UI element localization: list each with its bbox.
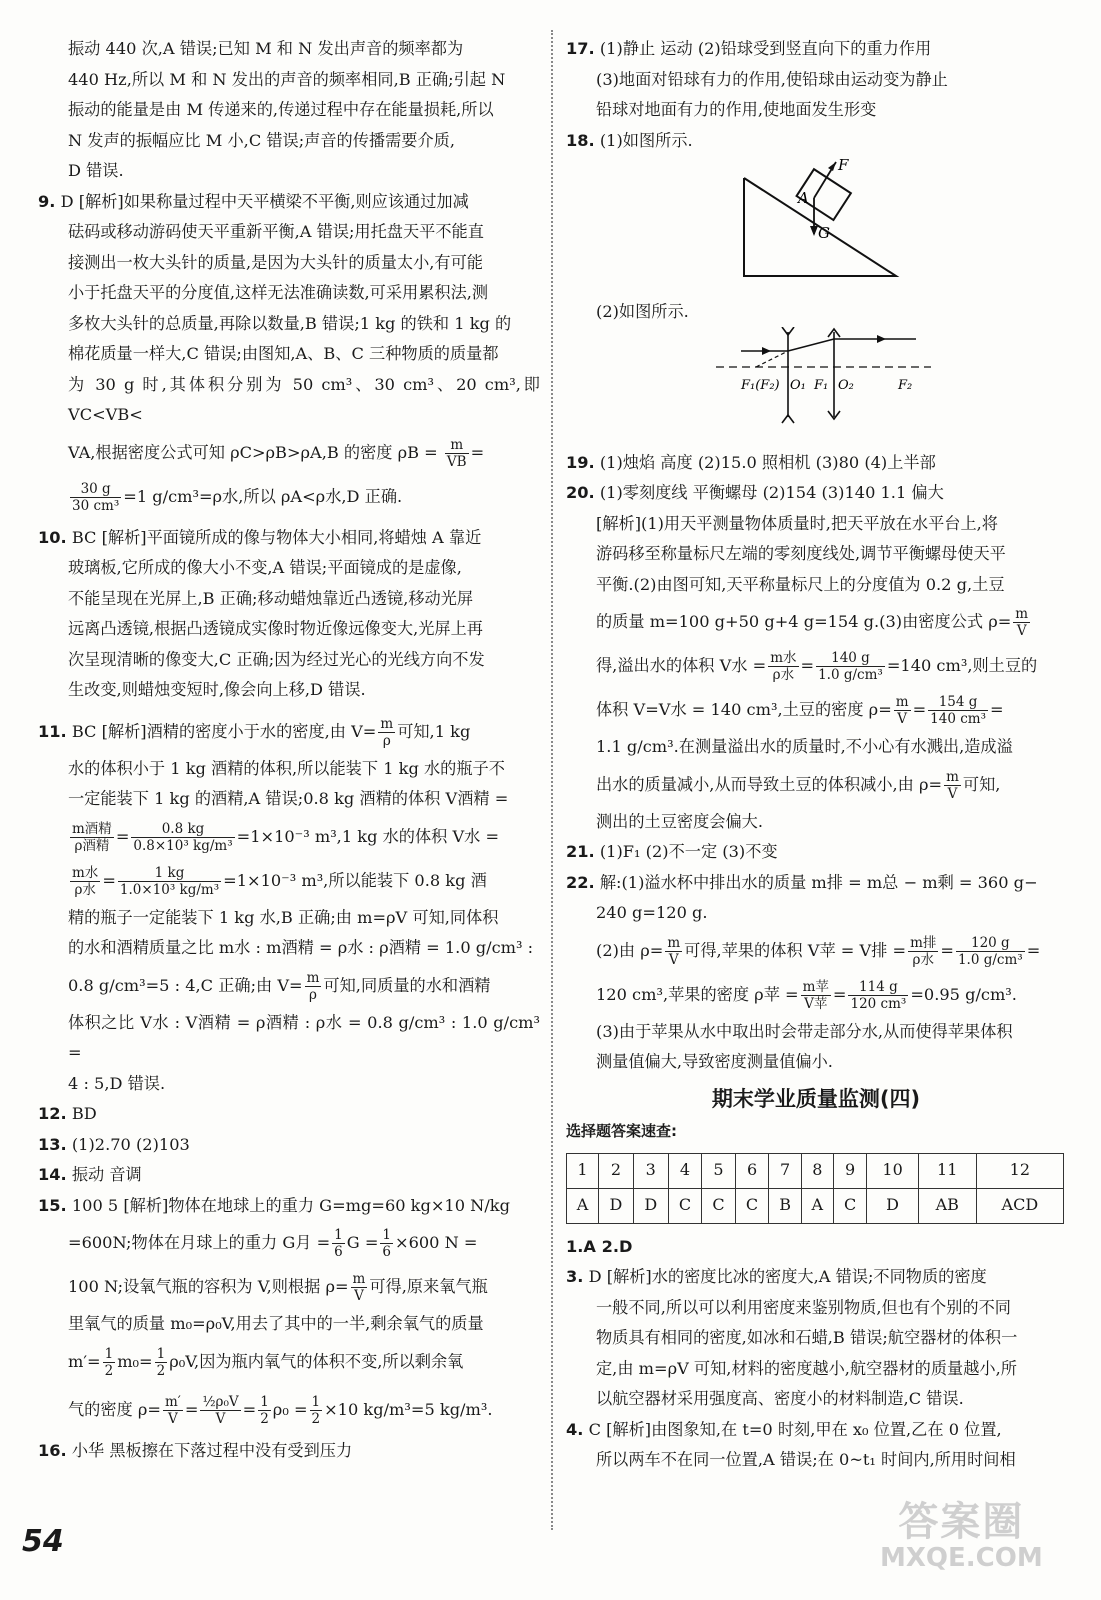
answer-number-cell: 1: [567, 1153, 599, 1188]
fraction: $\frac{\text{m水}}{\text{ρ水}}$: [72, 864, 99, 898]
question-16: 16. 小华 黑板擦在下落过程中没有受到压力: [38, 1440, 353, 1460]
fraction: $\frac{30 g}{\text{30 cm³}}$: [72, 480, 120, 514]
question-13: 13. (1)2.70 (2)103: [38, 1134, 190, 1154]
question-3: [566, 1262, 1066, 1415]
answer-key-subtitle: 选择题答案速查:: [566, 1122, 677, 1140]
text-line: 平衡.(2)由图可知,天平称量标尺上的分度值为 0.2 g,土豆: [596, 574, 1005, 594]
formula-line: 体积 V=V水 = 140 cm³,土豆的密度 ρ= $\frac{m}{V}$ = $\frac{154 g}{\text{140 cm³}}$ =: [596, 694, 1004, 727]
fraction: $\frac{m}{VB}$: [446, 436, 467, 470]
fraction: $\frac{114 g}{\text{120 cm³}}$: [850, 978, 907, 1012]
text-line: 的水和酒精质量之比 m水 : m酒精 = ρ水 : ρ酒精 = 1.0 g/cm³ :: [68, 938, 534, 957]
question-14: 14. 振动 音调: [38, 1165, 142, 1184]
question-number: 15.: [38, 1195, 67, 1215]
fraction: $\frac{m}{\rho}$: [306, 969, 320, 1003]
text-line: 接测出一枚大头针的质量,是因为大头针的质量太小,有可能: [68, 252, 483, 272]
fraction: $\frac{140 g}{\text{1.0 g/cm³}}$: [818, 650, 883, 683]
formula-line: 出水的质量减小,从而导致土豆的体积减小,由 ρ= $\frac{m}{V}$ 可知,: [596, 768, 1001, 802]
formula-line: 气的密度 ρ= $\frac{m'}{V}$ = $\frac{\text{½ρ₀V}}{V}$ = $\frac{1}{2}$ ρ₀ = $\frac{1}{2}$ ×10 kg/m³=5 kg/m³.: [68, 1393, 493, 1427]
formula-line: 得,溢出水的体积 V水 = $\frac{\text{m水}}{\text{ρ水}}$ = $\frac{140 g}{\text{1.0 g/cm³}}$ =140 cm³,则土豆的: [596, 650, 1038, 683]
fraction: $\frac{m}{V}$: [895, 694, 909, 727]
text-line: 22. 解:(1)溢水杯中排出水的质量 m排 = m总 − m剩 = 360 g−: [566, 872, 1038, 892]
formula-line: $\frac{\text{m酒精}}{\text{ρ酒精}}$ = $\frac{0.8 kg}{\text{0.8×10³ kg/m³}}$ =1×10⁻³ m³,1 kg 水的体积 V水 =: [72, 820, 500, 854]
section-title: 期末学业质量监测(四): [711, 1086, 921, 1111]
column-divider: [551, 30, 553, 1530]
question-17: [566, 34, 1066, 126]
fraction: $\frac{m}{V}$: [352, 1271, 366, 1304]
fraction: $\frac{m}{\rho}$: [380, 715, 394, 749]
answer-value-cell: A: [801, 1188, 833, 1223]
text-line: 一定能装下 1 kg 的酒精,A 错误;0.8 kg 酒精的体积 V酒精 =: [68, 789, 509, 808]
question-10: [38, 523, 540, 706]
page-number: 54: [22, 1524, 64, 1559]
fraction: $\frac{1}{6}$: [334, 1227, 343, 1260]
fraction: $\frac{m}{V}$: [667, 934, 681, 968]
answer-number-cell: 9: [833, 1153, 867, 1188]
q8-continuation: [38, 34, 540, 187]
text-line: (3)由于苹果从水中取出时会带走部分水,从而使得苹果体积: [596, 1021, 1013, 1041]
formula-line: =600N;物体在月球上的重力 G月 = $\frac{1}{6}$ G = $\frac{1}{6}$ ×600 N =: [68, 1227, 478, 1260]
lens-label-o2: O₂: [838, 378, 854, 393]
answer-value-cell: ACD: [976, 1188, 1063, 1223]
table-row: [567, 1188, 1064, 1223]
force-label-f: F: [838, 156, 849, 174]
text-line: 棉花质量一样大,C 错误;由图知,A、B、C 三种物质的质量都: [68, 344, 499, 363]
question-21: 21. (1)F₁ (2)不一定 (3)不变: [566, 842, 778, 861]
text-line: (2)如图所示.: [596, 301, 689, 321]
text-line: 砝码或移动游码使天平重新平衡,A 错误;用托盘天平不能直: [68, 222, 484, 241]
text-line: 小于托盘天平的分度值,这样无法准确读数,可采用累积法,测: [68, 283, 489, 302]
lens-label-f1: F₁: [814, 378, 829, 393]
text-line: 17. (1)静止 运动 (2)铅球受到竖直向下的重力作用: [566, 39, 932, 58]
text-line: 生改变,则蜡烛变短时,像会向上移,D 错误.: [68, 680, 366, 699]
question-1-2: 1.A 2.D: [566, 1236, 633, 1256]
text-line: 体积之比 V水 : V酒精 = ρ酒精 : ρ水 = 0.8 g/cm³ : 1.0 g/cm³ =: [68, 1012, 540, 1062]
question-18: [566, 126, 1066, 448]
answer-value-cell: D: [633, 1188, 668, 1223]
question-22: [566, 868, 1066, 1078]
text-line: 3. D [解析]水的密度比冰的密度大,A 错误;不同物质的密度: [566, 1267, 987, 1286]
answer-number-cell: 10: [867, 1153, 918, 1188]
answer-number-cell: 7: [769, 1153, 801, 1188]
answer-number-cell: 8: [801, 1153, 833, 1188]
answer-value-cell: A: [567, 1188, 599, 1223]
question-9: [38, 187, 540, 519]
question-15: [38, 1191, 540, 1436]
table-row: [567, 1153, 1064, 1188]
text-line: 测量值偏大,导致密度测量值偏小.: [596, 1052, 833, 1071]
answer-number-cell: 3: [633, 1153, 668, 1188]
fraction: $\frac{\text{m苹}}{\text{V苹}}$: [802, 978, 829, 1012]
answer-number-cell: 11: [918, 1153, 976, 1188]
text-line: 9. D [解析]如果称量过程中天平横梁不平衡,则应该通过加减: [38, 191, 469, 211]
fraction: $\frac{m}{V}$: [1015, 606, 1029, 639]
text-line: [解析](1)用天平测量物体质量时,把天平放在水平台上,将: [596, 513, 998, 533]
fraction: $\frac{1}{2}$: [311, 1393, 321, 1427]
answer-value-cell: D: [599, 1188, 634, 1223]
question-12: 12. BD: [38, 1104, 97, 1123]
answer-number-cell: 5: [702, 1153, 736, 1188]
answer-number-cell: 4: [668, 1153, 702, 1188]
fraction: $\frac{1 kg}{\text{1.0×10³ kg/m³}}$: [119, 864, 220, 898]
text-line: 一般不同,所以可以利用密度来鉴别物质,但也有个别的不同: [596, 1297, 1011, 1317]
fraction: $\frac{120 g}{\text{1.0 g/cm³}}$: [957, 934, 1023, 968]
incline-force-diagram: [566, 156, 1066, 286]
text-line: 440 Hz,所以 M 和 N 发出的声音的频率相同,B 正确;引起 N: [68, 69, 506, 89]
fraction: $\frac{1}{2}$: [260, 1393, 269, 1427]
text-line: 振动 440 次,A 错误;已知 M 和 N 发出声音的频率都为: [68, 39, 464, 58]
fraction: $\frac{154 g}{\text{140 cm³}}$: [930, 694, 986, 727]
formula-line: 11. BC [解析]酒精的密度小于水的密度,由 V= $\frac{m}{\rho}$ 可知,1 kg: [38, 715, 471, 749]
text-line: D 错误.: [68, 161, 124, 180]
right-column: [566, 34, 1066, 1476]
text-line: 1.1 g/cm³.在测量溢出水的质量时,不小心有水溅出,造成溢: [596, 737, 1013, 756]
question-19: 19. (1)烛焰 高度 (2)15.0 照相机 (3)80 (4)上半部: [566, 452, 936, 472]
text-line: 玻璃板,它所成的像大小不变,A 错误;平面镜成的是虚像,: [68, 558, 462, 577]
answer-number-cell: 6: [735, 1153, 769, 1188]
answer-value-cell: B: [769, 1188, 801, 1223]
formula-line: $\frac{\text{m水}}{\text{ρ水}}$ = $\frac{1 kg}{\text{1.0×10³ kg/m³}}$ =1×10⁻³ m³,所以能装下 0.8 kg 酒: [72, 864, 487, 898]
text-line: 240 g=120 g.: [596, 903, 708, 922]
text-line: 不能呈现在光屏上,B 正确;移动蜡烛靠近凸透镜,移动光屏: [68, 588, 474, 608]
fraction: $\frac{\text{½ρ₀V}}{V}$: [202, 1393, 239, 1427]
text-line: 测出的土豆密度会偏大.: [596, 811, 764, 831]
text-line: 为 30 g 时,其体积分别为 50 cm³、30 cm³、20 cm³,即 VC<VB<: [68, 374, 540, 424]
question-11: [38, 710, 540, 1100]
fraction: $\frac{m}{V}$: [946, 768, 959, 802]
lens-label-o1: O₁: [790, 378, 806, 393]
fraction: $\frac{1}{6}$: [382, 1227, 391, 1260]
answer-value-cell: C: [668, 1188, 702, 1223]
left-column: [38, 34, 540, 1466]
text-line: 精的瓶子一定能装下 1 kg 水,B 正确;由 m=ρV 可知,同体积: [68, 907, 499, 927]
text-line: 振动的能量是由 M 传递来的,传递过程中存在能量损耗,所以: [68, 100, 494, 119]
formula-line: m′= $\frac{1}{2}$ m₀= $\frac{1}{2}$ ρ₀V,因为瓶内氧气的体积不变,所以剩余氧: [68, 1345, 464, 1379]
formula-line: 100 N;设氧气瓶的容积为 V,则根据 ρ= $\frac{m}{V}$ 可得,原来氧气瓶: [68, 1271, 488, 1304]
fraction: $\frac{0.8 kg}{\text{0.8×10³ kg/m³}}$: [133, 820, 233, 854]
lens-label-f2: F₂: [898, 378, 913, 393]
text-line: 20. (1)零刻度线 平衡螺母 (2)154 (3)140 1.1 偏大: [566, 483, 944, 502]
text-line: 4 : 5,D 错误.: [68, 1073, 166, 1093]
text-line: 定,由 m=ρV 可知,材料的密度越小,航空器材的质量越小,所: [596, 1358, 1017, 1378]
formula-line: VA,根据密度公式可知 ρC>ρB>ρA,B 的密度 ρB = $\frac{m}{VB}$ =: [68, 436, 485, 470]
watermark: 答案圈 MXQE.COM: [880, 1499, 1043, 1573]
text-line: 4. C [解析]由图象知,在 t=0 时刻,甲在 x₀ 位置,乙在 0 位置,: [566, 1419, 1002, 1439]
lens-ray-diagram: [566, 327, 1066, 437]
fraction: $\frac{\text{m水}}{\text{ρ水}}$: [770, 650, 797, 683]
question-number: 9.: [38, 191, 56, 211]
text-line: 次呈现清晰的像变大,C 正确;因为经过光心的光线方向不发: [68, 649, 485, 669]
text-line: 铅球对地面有力的作用,使地面发生形变: [596, 100, 877, 119]
text-line: 10. BC [解析]平面镜所成的像与物体大小相同,将蜡烛 A 靠近: [38, 527, 482, 547]
formula-line: $\frac{30 g}{\text{30 cm³}}$ =1 g/cm³=ρ水,所以 ρA<ρ水,D 正确.: [72, 480, 403, 514]
answer-value-cell: C: [833, 1188, 867, 1223]
text-line: 所以两车不在同一位置,A 错误;在 0~t₁ 时间内,所用时间相: [596, 1450, 1016, 1469]
fraction: $\frac{1}{2}$: [104, 1345, 114, 1379]
text-line: 以航空器材采用强度高、密度小的材料制造,C 错误.: [596, 1389, 964, 1408]
question-20: [566, 478, 1066, 837]
text-line: (3)地面对铅球有力的作用,使铅球由运动变为静止: [596, 69, 948, 89]
block-label-a: A: [798, 189, 809, 207]
fraction: $\frac{\text{m排}}{\text{ρ水}}$: [910, 934, 937, 968]
formula-line: 的质量 m=100 g+50 g+4 g=154 g.(3)由密度公式 ρ= $\frac{m}{V}$: [596, 606, 1029, 639]
fraction: $\frac{\text{m酒精}}{\text{ρ酒精}}$: [72, 820, 112, 854]
question-number: 10.: [38, 527, 67, 547]
answer-value-cell: D: [867, 1188, 918, 1223]
text-line: 游码移至称量标尺左端的零刻度线处,调节平衡螺母使天平: [596, 544, 1006, 563]
fraction: $\frac{1}{2}$: [156, 1345, 166, 1379]
formula-line: (2)由 ρ= $\frac{m}{V}$ 可得,苹果的体积 V苹 = V排 = $\frac{\text{m排}}{\text{ρ水}}$ = $\frac{120 g}{\text{1.0 g/cm³}}$ =: [596, 934, 1041, 968]
text-line: 15. 100 5 [解析]物体在地球上的重力 G=mg=60 kg×10 N/kg: [38, 1195, 510, 1215]
answer-key-table: [566, 1153, 1064, 1224]
answer-value-cell: C: [702, 1188, 736, 1223]
question-4: [566, 1415, 1066, 1476]
text-line: N 发声的振幅应比 M 小,C 错误;声音的传播需要介质,: [68, 130, 456, 150]
text-line: 多枚大头针的总质量,再除以数量,B 错误;1 kg 的铁和 1 kg 的: [68, 313, 512, 333]
answer-number-cell: 2: [599, 1153, 634, 1188]
answer-number-cell: 12: [976, 1153, 1063, 1188]
force-label-g: G: [818, 224, 830, 242]
answer-value-cell: AB: [918, 1188, 976, 1223]
text-line: 物质具有相同的密度,如冰和石蜡,B 错误;航空器材的体积一: [596, 1328, 1018, 1347]
answer-value-cell: C: [735, 1188, 769, 1223]
text-line: 18. (1)如图所示.: [566, 130, 693, 150]
lens-label-f1f2: F₁(F₂): [741, 378, 780, 393]
formula-line: 0.8 g/cm³=5 : 4,C 正确;由 V= $\frac{m}{\rho}$ 可知,同质量的水和酒精: [68, 969, 491, 1003]
formula-line: 120 cm³,苹果的密度 ρ苹 = $\frac{\text{m苹}}{\text{V苹}}$ = $\frac{114 g}{\text{120 cm³}}$ =0.95 g/cm³.: [596, 978, 1017, 1012]
text-line: 远离凸透镜,根据凸透镜成实像时物近像远像变大,光屏上再: [68, 619, 483, 638]
text-line: 水的体积小于 1 kg 酒精的体积,所以能装下 1 kg 水的瓶子不: [68, 758, 505, 778]
text-line: 里氧气的质量 m₀=ρ₀V,用去了其中的一半,剩余氧气的质量: [68, 1314, 484, 1333]
question-number: 11.: [38, 721, 67, 741]
fraction: $\frac{m'}{V}$: [164, 1393, 181, 1427]
